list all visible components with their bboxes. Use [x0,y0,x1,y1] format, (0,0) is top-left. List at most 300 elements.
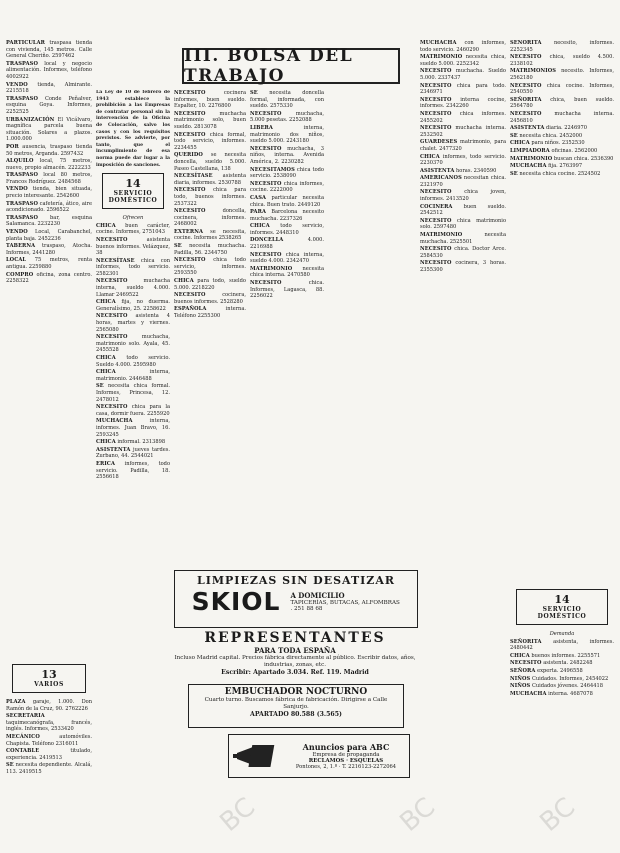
classified-ad-head: NECESITO [510,110,542,117]
classified-ad [6,734,92,747]
column-4 [250,90,324,565]
classified-ad-head: SEÑORA [510,667,536,674]
classified-ad-text: necesita chica formal. Informes, Princesa, 12. 2478012 [96,383,170,403]
classified-ad-head: NECESITO [96,334,128,341]
watermark-bc: BC [534,792,582,838]
classified-ad-text: necesita dependiente. Alcalá, 113. 2419515 [6,762,92,775]
classified-ad [510,691,614,698]
ad-abc-title: Anuncios para ABC [302,742,390,752]
classified-ad-head: CONTABLE [6,748,40,755]
classified-ad-text: Cuidados. Informes, 2454022 [531,675,609,682]
classified-ad-head: NIÑOS [510,683,531,690]
classified-ad-text: chica para la casa, dormir fuera. 2255920 [96,404,170,417]
classified-ad [6,257,92,270]
classified-ad [510,54,614,67]
column-5 [420,40,506,840]
classified-ad-text: taquimecanógrafa, francés, inglés. Informes, 2533420 [6,719,92,733]
classified-ad [6,117,92,143]
classified-ad-text: necesito. Informes, 2562180 [510,68,614,81]
classified-ad-head: NECESITAMOS [250,166,295,173]
classified-ad-head: NECESITO [250,145,282,152]
ad-abc-line1: Empresa de propaganda [312,752,380,758]
classified-ad-head: LIBERA [250,124,273,131]
ad-embuchador-title: EMBUCHADOR NOCTURNO [224,687,368,697]
classified-ad-head: TRASPASO [6,60,38,67]
classified-ad-text: interna, matrimonio. 2446488 [96,369,170,382]
classified-ad-text: cocinera informes, buen sueldo. Espalter, 10. 2276800 [174,90,246,110]
classified-ad [96,237,170,257]
classified-ad-text: cafetería, ático, aire acondicionado. 2596522 [6,200,92,214]
ad-skiol-line2: A DOMICILIO [290,591,345,600]
classified-ad-head: LOCAL [6,257,27,264]
classified-ad-text: se necesita doncella, sueldo 5.000. Paseo Castellana, 138 [174,152,246,172]
classified-ad [510,660,614,667]
classified-ad-text: se necesita, cocine. Informes 2538265 [174,228,246,242]
classified-ad [510,668,614,675]
classified-ad-text: necesito, informes. 2252345 [510,40,614,53]
classified-ad [6,229,92,242]
classified-ad-head: COCINERA [420,203,453,210]
classified-ad-head: MATRIMONIO [420,54,463,61]
classified-ad-head: CHICA [420,153,440,160]
classified-ad-head: PARTICULAR [6,40,45,46]
classified-ad-text: necesita chica interna. 2470580 [250,265,324,279]
classified-ad-text: bar, esquina Salamanca. 2232230 [6,214,92,228]
classified-ad [510,156,614,163]
classified-ad-head: NECESÍTASE [96,257,135,264]
classified-ad-head: SE [510,132,518,139]
classified-ad-head: VENDO [6,81,28,88]
classified-ad-text: asistenta diaria, informes. 2530788 [174,173,246,186]
column-1 [6,40,92,660]
classified-ad-head: TRASPASO [6,200,38,207]
classified-ad-text: asistenta. 2482248 [543,660,593,667]
classified-ad-text: titulado, experiencia. 2419513 [6,748,92,761]
classified-ad-head: MUCHACHA [420,40,457,46]
classified-ad-text: chica joven, informes. 2413520 [420,189,506,203]
ad-skiol-brand: SKIOL [191,587,281,616]
classified-ad [510,148,614,155]
classified-ad-head: VENDO [6,186,28,193]
classified-ad [96,461,170,481]
classified-ad [420,111,506,124]
classified-ad [6,172,92,185]
classified-ad [6,243,92,256]
classified-ad-head: CHICA [510,652,530,659]
section-number: 14 [125,177,141,191]
classified-ad [420,232,506,245]
classified-ad-text: fija, no duerma. Generalísimo, 25. 2258622 [96,299,170,312]
classified-ad-head: CHICA [510,140,530,147]
classified-ad-text: para niños. 2352530 [531,140,585,147]
classified-ad [510,676,614,683]
classified-ad-text: chica para todo, buenos informes. 2537322 [174,187,246,207]
classified-list [6,40,92,285]
classified-ad [510,97,614,110]
classified-ad-head: SE [96,383,104,390]
classified-ad-text: doncella, cocinera, informes. 2468002 [174,208,246,228]
classified-ad [510,163,614,170]
classified-ad [174,243,246,256]
classified-ad-text: todo servicio, informes. 2448310 [250,223,324,236]
section-name: VARIOS [34,681,64,688]
classified-ad-head: ESPAÑOLA [174,306,207,313]
section-sublabel: Demanda [549,631,575,637]
classified-ad-text: interna, matrimonio dos niños, sueldo 5.000. 2243180 [250,124,324,145]
ad-skiol [174,570,418,628]
classified-ad-text: muchacha interna, sueldo 4.000. Llamar 2469522 [96,278,170,298]
classified-ad [6,699,92,712]
classified-ad-text: Local, Carabanchel, planta baja. 2452236 [6,229,92,242]
classified-ad [96,223,170,236]
classified-ad-head: NECESITO [174,257,206,264]
classified-ad-head: NECESITO [250,251,282,258]
classified-ad-head: NECESITO [420,260,452,267]
classified-ad-text: para todo, sueldo 5.000. 2218220 [174,278,246,291]
classified-ad-head: CHICA [174,278,194,285]
watermark-bc: BC [214,792,262,838]
classified-ad [250,223,324,236]
classified-ad-head: QUERIDO [174,152,203,159]
ad-embuchador-body: Cuarto turno. Buscamos fábrica de fabricación. Dirigirse a Calle Sanjurjo. [204,697,388,710]
classified-ad [174,229,246,242]
classified-ad [174,132,246,152]
classified-ad-text: automóviles. Chapista. Teléfono 2316011 [6,733,92,747]
classified-ad-head: CHICA [96,355,116,361]
ad-representantes-contact: Escribir: Apartado 3.034. Ref. 119. Madrid [221,669,369,676]
classified-ad-text: Conde Peñalver, esquina Goya. Informes, 2252525 [6,95,92,115]
classified-ad-text: todo servicio. Sueldo 4.000. 2595980 [96,355,170,368]
classified-ad [96,404,170,417]
classified-ad [420,204,506,217]
classified-ad-text: oficinas. 2562000 [551,147,598,154]
classified-ad-text: chica matrimonio solo. 2597480 [420,217,506,231]
classified-ad [420,139,506,152]
classified-ad-head: SE [510,170,518,177]
classified-ad [420,154,506,167]
classified-ad-text: necesita muchacha. Padilla, 56. 2344750 [174,243,246,256]
classified-ad-text: chica informes, cocine. 2222000 [250,180,324,194]
classified-ad [510,83,614,96]
classified-ad-head: CHICA [250,223,270,230]
classified-ad [174,173,246,186]
classified-ad-head: NECESITO [420,68,452,75]
classified-ad [6,61,92,81]
ad-representantes [174,630,416,680]
classified-ad-head: SEÑORITA [510,96,542,103]
classified-ad-head: NECESITO [96,278,128,285]
classified-ad [6,215,92,228]
classified-ad [250,90,324,110]
classified-ad-head: DONCELLA [250,237,284,244]
column-6 [510,40,614,575]
classified-ad [510,111,614,124]
classified-ad-head: CHICA [96,222,116,229]
classified-ad [250,195,324,208]
classified-ad-head: SEÑORITA [510,40,542,46]
classified-ad-head: NECESITO [420,82,452,89]
classified-ad-head: COMPRO [6,271,34,278]
section-header-servicio-domestico [516,589,608,625]
classified-list [174,90,246,320]
classified-ad [96,439,170,446]
classified-ad-head: ASISTENTA [510,125,545,132]
classified-ad-text: ausencia, traspaso tienda 50 metros, Arganda. 2597432 [6,143,92,157]
classified-ad-head: NECESITO [420,110,452,117]
megaphone-icon [233,741,283,771]
classified-ad [420,125,506,138]
ad-embuchador [188,684,404,728]
classified-ad-head: ASISTENTA [420,167,455,174]
classified-ad [174,208,246,228]
classified-ad-text: buen sueldo. 2542512 [420,203,506,217]
classified-ad-text: fija. 2763997 [548,163,583,170]
ad-skiol-line1: LIMPIEZAS SIN DESATIZAR [196,574,395,587]
classified-ad [96,258,170,278]
classified-ad [174,111,246,131]
classified-ad [250,167,324,180]
classified-list [420,40,506,274]
classified-ad-text: con informes, todo servicio. 2460290 [420,40,506,53]
classified-ad [420,175,506,188]
classified-ad [510,683,614,690]
classified-ad-head: TRASPASO [6,172,38,179]
classified-ad-head: NECESITO [174,90,206,96]
classified-ad [510,140,614,147]
classified-ad [420,260,506,273]
classified-ad-head: SEÑORITA [510,638,542,645]
classified-ad [250,181,324,194]
classified-ad [6,748,92,761]
classified-ad-text: interna. 4687078 [548,690,593,697]
classified-ad [6,158,92,171]
classified-ad-text: El Vicálvaro, magnífica parcela buena situación. Solares a plazos. 1.000.000 [6,116,92,143]
classified-ad-text: interna. Teléfono 2255300 [174,306,246,319]
classified-ad-text: oficina, zona centro. 2258322 [6,271,92,285]
classified-ad [6,201,92,214]
classified-ad-text: chica para todo. 2346971 [420,82,506,96]
classified-ad [420,97,506,110]
classified-ad-text: asistenta 4 horas, martes y viernes. 2565080 [96,313,170,333]
classified-ad-text: 75 metros, renta antigua. 2259880 [6,257,92,270]
classified-ad-text: diaria. 2246970 [546,125,587,132]
classified-ad-head: EXTERNA [174,228,204,235]
classified-ad-head: MUCHACHA [510,690,547,697]
classified-ad-head: SE [250,90,258,96]
classified-ad-text: necesita chica. 2452000 [519,132,583,139]
column-mid-lower [328,90,416,565]
classified-ad-text: buenos informes. 2255571 [531,652,601,659]
classified-ad-head: SE [174,243,182,250]
classified-ad-text: muchacha matrimonio solo, buen sueldo. 2813078 [174,110,246,130]
classified-ad-text: traspaso, Atocha. Informes, 2441280 [6,243,92,256]
classified-ad [420,218,506,231]
classified-ad-head: NECESITO [96,404,128,411]
classified-ad-text: necesita chica cocine. 2524502 [519,170,601,177]
classified-ad-text: necesita chica, sueldo 5.000. 2252342 [420,54,506,67]
classified-ad-text: chica todo servicio. 2538090 [250,166,324,180]
classified-ad-text: necesitan chica. 2321970 [420,175,506,188]
section-header-servicio-domestico [102,173,164,209]
classified-ad-head: CHICA [96,299,116,306]
classified-ad [174,257,246,277]
ad-representantes-body: Incluso Madrid capital. Precios fábrica directamente al público. Escribir datos, años, industrias, zonas, etc. [174,655,416,668]
classified-ad-head: NECESITO [510,82,542,89]
classified-ad [174,306,246,319]
classified-ad-head: SE [6,762,14,769]
classified-ad [510,40,614,53]
classified-ad-text: local y negocio alimentación. Informes, teléfono 4002922 [6,60,92,80]
classified-ad [96,278,170,298]
classified-ad-text: chica interna, sueldo 4.000. 2342470 [250,251,324,265]
classified-ad-text: muchacha interna. 2532502 [420,125,506,138]
classified-ad-head: ALQUILO [6,158,34,165]
classified-ad-head: NECESITO [96,313,128,320]
classified-ad-text: asistenta buenos informes. Velázquez, 38 [96,236,170,257]
section-sublabel: Ofrecen [122,215,144,222]
classified-ad-text: muchacha, 5.000 pesetas. 2252088 [250,110,324,124]
classified-ad-head: NECESITO [250,180,282,187]
classified-ad-text: interna, informes. Juan Bravo, 16. 2593245 [96,418,170,438]
classified-ad-text: muchacha, matrimonio solo. Ayala, 45. 2455528 [96,334,170,354]
section-name: SERVICIO DOMÉSTICO [537,606,587,620]
ad-representantes-title: REPRESENTANTES [204,630,386,646]
classified-ad [510,171,614,178]
classified-ad [250,280,324,300]
classified-ad-head: CHICA [96,439,116,446]
classified-ad-text: tienda, Almirante. 2215518 [6,81,92,95]
classified-ad-head: NECESITO [174,187,206,194]
classified-ad-text: necesita doncella formal, informada, con sueldo. 2575330 [250,90,324,110]
classified-ad-head: NECESITO [420,96,452,103]
ad-embuchador-contact: APARTADO 80.588 (3.565) [250,711,342,718]
classified-ad [174,292,246,305]
classified-ad-text: chica cocine. Informes, 2540550 [510,82,614,96]
classified-ad-head: TRASPASO [6,95,38,102]
classified-ad-text: asistenta, informes. 2480442 [510,638,614,652]
column-2 [96,90,170,610]
classified-ad [6,762,92,775]
classified-ad-text: cocinera, buenos informes. 2528280 [174,292,246,305]
classified-list [6,699,92,776]
ad-abc-line2: RECLAMOS · ESQUELAS [308,758,384,764]
classified-ad [420,68,506,81]
classified-ad-head: AMERICANOS [420,175,462,182]
classified-ad-head: NIÑOS [510,675,531,682]
classified-ad [174,187,246,207]
classified-ad-text: buen carácter, cocine. Informes, 2751043 [96,222,170,236]
column-6-bottom [510,585,614,830]
classified-ad-text: informal. 2313898 [117,439,166,446]
classified-ad-head: NECESITO [510,54,542,61]
classified-ad [510,653,614,660]
classified-ad-head: MATRIMONIO [420,232,463,239]
classified-ad-text: particular necesita chica. Buen trato. 2449120 [250,194,324,208]
classified-ad-head: NECESITO [250,110,282,117]
classified-ad-head: NECESITO [174,292,206,299]
classified-ad [510,133,614,140]
classified-ad-head: NECESITO [174,131,206,138]
classified-ad [96,313,170,333]
ad-abc-line3: Pontones, 2, 1.º · T. 2216123-2272064 [295,764,397,770]
classified-ad-head: CASA [250,194,267,201]
classified-ad-head: SECRETARIA [6,713,45,720]
classified-ad [250,209,324,222]
classified-list [96,223,170,481]
classified-ad [96,383,170,403]
classified-ad-text: 4.000. 2216988 [250,237,324,251]
classified-ad-head: MUCHACHA [510,163,547,170]
classified-ad-head: NECESITO [174,208,206,215]
classified-ad-text: cocinera, 3 horas. 2355300 [420,260,506,273]
classified-ad [250,125,324,145]
classified-ad-text: matrimonio, para chalet. 2477320 [420,139,506,152]
classified-ad-text: chica todo servicio, informes. 2593550 [174,257,246,277]
classified-ad-text: local 80 metros, Francos Rodríguez. 2484568 [6,172,92,185]
section-header-varios [12,664,86,693]
classified-ad-text: informes, todo servicio. Padilla, 18. 2556618 [96,460,170,481]
classified-ad-text: interna cocine, informes. 2342260 [420,96,506,110]
classified-ad-text: jueves tardes. Zurbano, 44. 2544021 [96,446,170,460]
classified-ad [96,369,170,382]
classified-list [510,40,614,177]
classified-ad [6,272,92,285]
classified-ad-text: necesita muchacha. 2525501 [420,232,506,245]
classified-ad [510,639,614,652]
classified-ad [250,252,324,265]
classified-ad-head: ASISTENTA [96,446,131,453]
classified-ad [6,96,92,116]
classified-ad-text: traspasa tienda con vivienda, 145 metros. Calle General Cheriño. 2597462 [6,40,92,60]
classified-ad-head: LIMPIADORA [510,147,550,154]
classified-ad [6,82,92,95]
classified-ad [420,246,506,259]
classified-ad-head: MUCHACHA [96,418,133,425]
classified-ad-text: informes, todo servicio. 2230370 [420,153,506,167]
classified-ad-text: tienda, bien situada, precio interesante. 2542600 [6,186,92,200]
classified-ad [174,152,246,172]
ad-skiol-line3: TAPICERÍAS, BUTACAS, ALFOMBRAS . 251 88 68 [290,600,400,612]
classified-ad [420,168,506,175]
column-1-bottom [6,660,92,845]
classified-ad-text: chica. Informes, Lagasca, 88. 2256022 [250,280,324,300]
classified-ad [6,40,92,60]
classified-ad-head: MATRIMONIOS [510,68,557,75]
classified-ad-head: NECESITO [420,189,452,196]
classified-ad-text: chica, buen sueldo. 2564780 [510,96,614,110]
classified-list [510,639,614,698]
classified-ad-head: MECÁNICO [6,733,40,740]
section-name: SERVICIO DOMÉSTICO [108,190,158,205]
classified-ad-head: PARA [250,209,266,216]
classified-ad-head: NECESITO [96,236,128,243]
classified-ad [96,355,170,368]
classified-ad [96,418,170,438]
classified-ad-head: NECESITO [420,217,452,224]
classified-ad [174,90,246,110]
section-number: 13 [41,668,57,681]
classified-ad [250,146,324,166]
classified-ad-text: buscan chica. 2536390 [553,155,614,162]
classified-ad [96,334,170,354]
classified-ad-text: chica, sueldo 4.500. 2338102 [510,54,614,67]
classified-ad [174,278,246,291]
classified-ad [250,237,324,250]
classified-ad-text: experta. 2496558 [537,667,583,674]
classified-ad [6,186,92,199]
classified-ad [510,68,614,81]
classified-ad-text: muchacha interna. 2456810 [510,110,614,124]
